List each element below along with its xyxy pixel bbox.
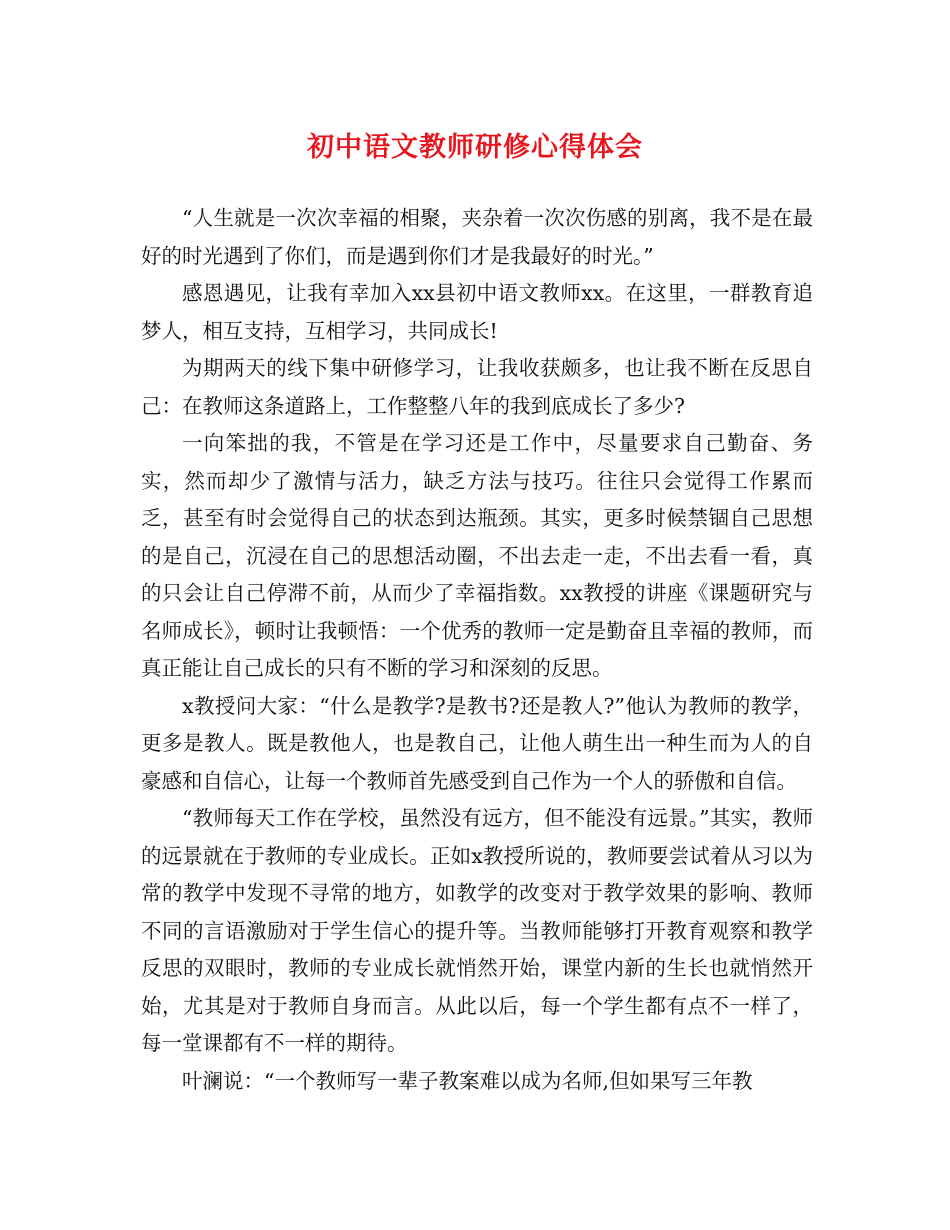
paragraph-4: 一向笨拙的我，不管是在学习还是工作中，尽量要求自己勤奋、务实，然而却少了激情与活力，缺乏方法与技巧。往往只会觉得工作累而乏，甚至有时会觉得自己的状态到达瓶颈。其实，更多时候禁锢自己思想的是自己，沉浸在自己的思想活动圈，不出去走一走，不出去看一看，真的只会让自己停滞不前，从而少了幸福指数。xx教授的讲座《课题研究与名师成长》，顿时让我顿悟：一个优秀的教师一定是勤奋且幸福的教师，而真正能让自己成长的只有不断的学习和深刻的反思。 — [141, 431, 813, 680]
document-body — [141, 200, 813, 1100]
paragraph-7: 叶澜说：“一个教师写一辈子教案难以成为名师,但如果写三年教 — [182, 1068, 753, 1093]
document-title: 初中语文教师研修心得体会 — [307, 132, 643, 163]
paragraph-3: 为期两天的线下集中研修学习，让我收获颇多，也让我不断在反思自己：在教师这条道路上，工作整整八年的我到底成长了多少? — [141, 356, 813, 418]
paragraph-1: “人生就是一次次幸福的相聚，夹杂着一次次伤感的别离，我不是在最好的时光遇到了你们，而是遇到你们才是我最好的时光。” — [141, 206, 813, 268]
paragraph-6: “教师每天工作在学校，虽然没有远方，但不能没有远景。”其实，教师的远景就在于教师的专业成长。正如x教授所说的，教师要尝试着从习以为常的教学中发现不寻常的地方，如教学的改变对于教学效果的影响、教师不同的言语激励对于学生信心的提升等。当教师能够打开教育观察和教学反思的双眼时，教师的专业成长就悄然开始，课堂内新的生长也就悄然开始，尤其是对于教师自身而言。从此以后，每一个学生都有点不一样了，每一堂课都有不一样的期待。 — [141, 806, 813, 1055]
paragraph-2: 感恩遇见，让我有幸加入xx县初中语文教师xx。在这里，一群教育追梦人，相互支持，互相学习，共同成长! — [141, 281, 813, 343]
paragraph-5: x教授问大家：“什么是教学?是教书?还是教人?”他认为教师的教学，更多是教人。既是教他人，也是教自己，让他人萌生出一种生而为人的自豪感和自信心，让每一个教师首先感受到自己作为一个人的骄傲和自信。 — [141, 693, 813, 793]
